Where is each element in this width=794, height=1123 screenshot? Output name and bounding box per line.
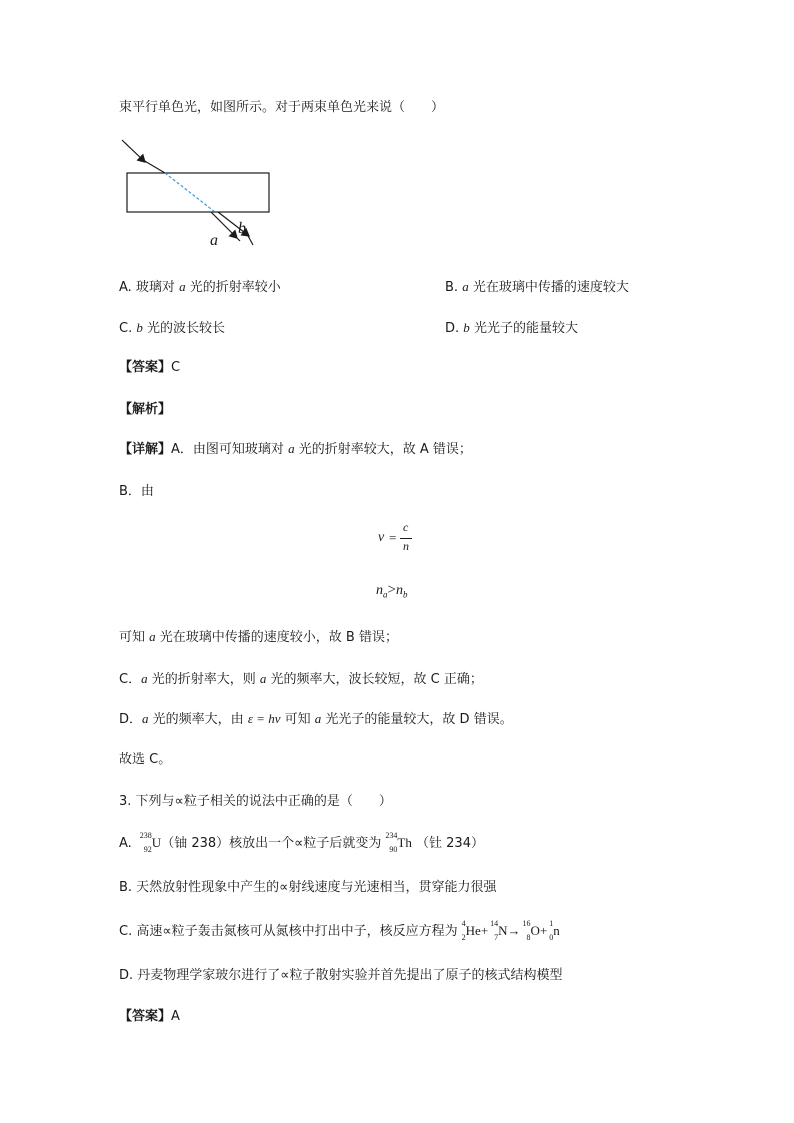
label-a: a (210, 232, 218, 249)
glass-slab-figure (115, 135, 275, 255)
q2-detail-b2: 可知 a 光在玻璃中传播的速度较小，故 B 错误； (119, 629, 398, 645)
ray-b-tail (247, 234, 253, 245)
q2-option-d: D. b 光光子的能量较大 (445, 320, 578, 336)
q3-stem: 3. 下列与∝粒子相关的说法中正确的是（ ） (119, 794, 392, 809)
q2-analysis-heading: 【解析】 (119, 402, 172, 417)
q3-option-d: D. 丹麦物理学家玻尔进行了∝粒子散射实验并首先提出了原子的核式结构模型 (119, 968, 563, 983)
incident-ray (122, 140, 145, 162)
formula-inequality: $n_a>n_b$ (376, 582, 408, 600)
q2-detail-a: 【详解】A．由图可知玻璃对 a 光的折射率较大，故 A 错误； (119, 441, 472, 457)
q2-detail-c: C．a 光的折射率大，则 a 光的频率大，波长较短，故 C 正确； (119, 671, 483, 687)
q2-option-a: A. 玻璃对 a 光的折射率较小 (119, 279, 281, 295)
glass-slab (127, 173, 269, 212)
q2-option-c: C. b 光的波长较长 (119, 320, 226, 336)
q3-option-a: A. 238 92 U（铀 238）核放出一个∝粒子后就变为 234 90 Th （钍 234） (119, 831, 484, 854)
q2-answer: 【答案】C (119, 360, 181, 375)
formula-velocity: v = c n (378, 522, 428, 558)
q2-detail-d: D．a 光的频率大，由 ε = hν 可知 a 光光子的能量较大，故 D 错误。 (119, 711, 513, 727)
q2-option-b: B. a 光在玻璃中传播的速度较大 (445, 279, 629, 295)
q3-option-b: B. 天然放射性现象中产生的∝射线速度与光速相当，贯穿能力很强 (119, 880, 497, 895)
q2-conclusion: 故选 C。 (119, 752, 172, 767)
q3-option-c: C. 高速∝粒子轰击氮核可从氮核中打出中子，核反应方程为 4 2 He+ 14 7 N→ 16 8 O+ 1 0 n (119, 919, 560, 942)
label-b: b (238, 220, 246, 237)
refracted-ray (165, 173, 215, 212)
q3-answer: 【答案】A (119, 1009, 180, 1024)
q2-detail-b: B．由 (119, 484, 154, 499)
incident-ray-tail (143, 160, 165, 173)
q2-stem: 束平行单色光，如图所示。对于两束单色光来说（ ） (119, 100, 445, 115)
